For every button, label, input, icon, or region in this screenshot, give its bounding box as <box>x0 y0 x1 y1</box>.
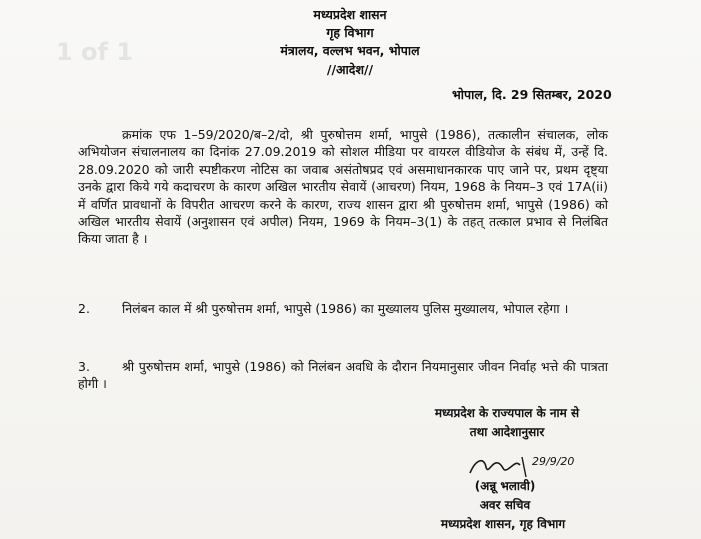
paragraph-2 <box>78 300 608 317</box>
paragraph-1: क्रमांक एफ 1–59/2020/ब–2/दो, श्री पुरुषोत्तम शर्मा, भापुसे (1986), तत्कालीन संचालक, लोक अभियोजन संचालनालय का दिनांक 27.09.2019 को सोशल मीडिया पर वायरल वीडियोज के संबंध में, उन्हें दि. 28.09.2020 को जारी स्पष्टीकरण नोटिस का जवाब असंतोषप्रद एवं असमाधानकारक पाए जाने पर, प्रथम दृष्ट्या उनके द्वारा किये गये कदाचरण के कारण अखिल भारतीय सेवायें (आचरण) नियम, 1968 के नियम–3 एवं 17A(ii) में वर्णित प्रावधानों के विपरीत आचरण करने के कारण, राज्य शासन द्वारा श्री पुरुषोत्तम शर्मा, भापुसे (1986) को अखिल भारतीय सेवायें (अनुशासन एवं अपील) नियम, 1969 के नियम–3(1) के तहत् तत्काल प्रभाव से निलंबित किया जाता है । <box>78 127 608 247</box>
page-count-watermark: 1 of 1 <box>56 38 134 66</box>
header-department: गृह विभाग <box>326 25 374 40</box>
signatory-department: मध्यप्रदेश शासन, गृह विभाग <box>440 517 566 531</box>
paragraph-3-text: श्री पुरुषोत्तम शर्मा, भापुसे (1986) को निलंबन अवधि के दौरान नियमानुसार जीवन निर्वाह भत्ते की पात्रता होगी । <box>78 359 608 392</box>
signature-slash <box>522 457 526 477</box>
paragraph-3 <box>78 358 608 393</box>
paragraph-2-number: 2. <box>78 301 90 316</box>
signature-stroke <box>470 461 520 473</box>
header-government: मध्यप्रदेश शासन <box>313 7 387 22</box>
signatory-designation: अवर सचिव <box>479 498 531 512</box>
header-address: मंत्रालय, वल्लभ भवन, भोपाल <box>280 43 420 58</box>
order-authority-line1: मध्यप्रदेश के राज्यपाल के नाम से <box>434 406 580 420</box>
signature-date: 29/9/20 <box>532 455 575 468</box>
paragraph-2-text: निलंबन काल में श्री पुरुषोत्तम शर्मा, भापुसे (1986) का मुख्यालय पुलिस मुख्यालय, भोपाल रहेगा । <box>122 301 569 316</box>
paragraph-3-number: 3. <box>78 359 90 374</box>
order-authority-line2: तथा आदेशानुसार <box>469 425 545 439</box>
header-order-title: //आदेश// <box>326 62 374 77</box>
signatory-name: (अन्नू भलावी) <box>474 479 536 493</box>
order-date: भोपाल, दि. 29 सितम्बर, 2020 <box>452 87 612 102</box>
